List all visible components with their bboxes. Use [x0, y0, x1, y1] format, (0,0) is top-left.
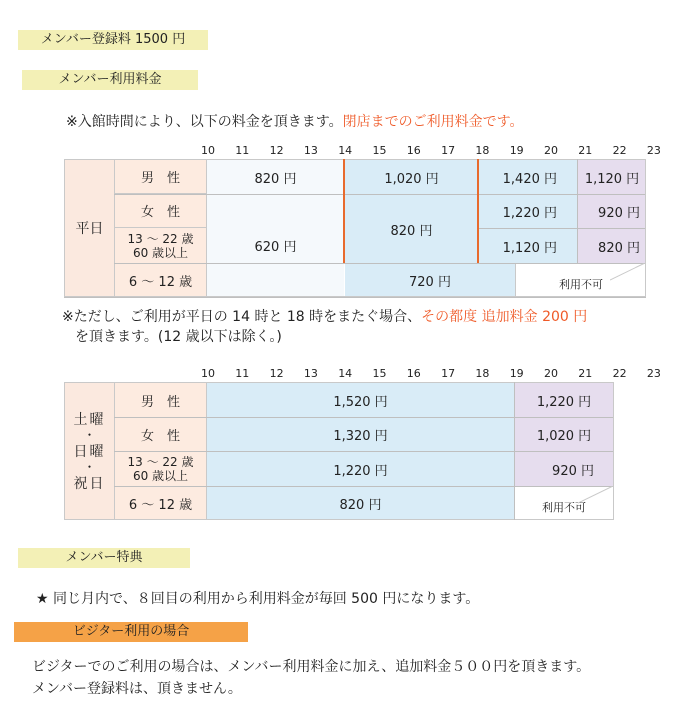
- weekday-eve-male: 1,420 円: [478, 160, 577, 194]
- extra-fee-note: [62, 308, 587, 326]
- holiday-side-char: 曜: [89, 412, 106, 428]
- holiday-side-char: 祝: [73, 476, 90, 492]
- holiday-side-dot: ・: [83, 428, 96, 442]
- extra-fee-note-line2: を頂きます。(12 歳以下は除く。): [75, 329, 282, 345]
- holiday-hour-tick: 10: [201, 367, 215, 380]
- holiday-hour-tick: 23: [646, 367, 661, 380]
- weekday-side-label: 平日: [64, 159, 115, 297]
- weekday-hour-tick: 13: [303, 144, 318, 157]
- weekday-outer-border: [64, 159, 646, 297]
- weekday-hour-tick: 19: [509, 144, 524, 157]
- holiday-gridline-v: [514, 382, 515, 520]
- extra-fee-note-prefix: ※ただし、ご利用が平日の 14 時と 18 時をまたぐ場合、: [62, 309, 422, 325]
- holiday-hour-tick: 21: [578, 367, 593, 380]
- holiday-day-female: 1,320 円: [207, 418, 514, 451]
- weekday-mid-male: 1,020 円: [345, 160, 478, 194]
- holiday-row-adult-line1: 13 ～ 22 歳: [127, 455, 194, 469]
- weekday-late-male: 1,120 円: [578, 160, 646, 194]
- holiday-late-male: 1,220 円: [514, 383, 614, 417]
- weekday-mid-other: 820 円: [345, 195, 478, 263]
- weekday-early-male: 820 円: [207, 160, 344, 194]
- weekday-hour-tick: 18: [475, 144, 490, 157]
- extra-fee-note-highlight: その都度 追加料金 200 円: [421, 309, 588, 325]
- holiday-side-char: 土: [73, 412, 90, 428]
- holiday-side-char: 曜: [89, 444, 106, 460]
- notice-highlight: 閉店までのご利用料金です。: [342, 114, 524, 130]
- weekday-hour-tick: 20: [544, 144, 558, 157]
- weekday-hour-tick: 14: [338, 144, 353, 157]
- holiday-late-female: 1,020 円: [514, 418, 614, 451]
- weekday-hour-tick: 23: [646, 144, 661, 157]
- weekday-row-child: 6 ～ 12 歳: [114, 263, 207, 297]
- holiday-hour-tick: 20: [544, 367, 558, 380]
- holiday-hour-tick: 13: [303, 367, 318, 380]
- holiday-hour-tick: 22: [612, 367, 627, 380]
- visitor-text-2: メンバー登録料は、頂きません。: [32, 681, 242, 697]
- weekday-gridline: [64, 297, 646, 298]
- holiday-hour-tick: 14: [338, 367, 353, 380]
- benefit-label: メンバー特典: [18, 548, 190, 568]
- holiday-hour-tick: 16: [406, 367, 421, 380]
- weekday-hour-tick: 12: [269, 144, 284, 157]
- holiday-row-female: 女 性: [114, 417, 207, 452]
- weekday-child-price: 720 円: [345, 263, 515, 297]
- weekday-row-adult-line1: 13 ～ 22 歳: [127, 231, 194, 246]
- holiday-hour-tick: 17: [441, 367, 456, 380]
- visitor-text-1: ビジターでのご利用の場合は、メンバー利用料金に加え、追加料金５００円を頂きます。: [32, 659, 591, 675]
- holiday-outer-border: [64, 382, 614, 520]
- weekday-na-diagonal: [610, 263, 646, 281]
- weekday-hour-tick: 11: [235, 144, 250, 157]
- holiday-na-diagonal: [578, 486, 614, 504]
- holiday-late-adult: 920 円: [514, 452, 614, 486]
- weekday-late-adult: 820 円: [578, 229, 646, 263]
- holiday-hour-tick: 15: [372, 367, 387, 380]
- holiday-row-adult-line2: 60 歳以上: [132, 469, 189, 483]
- weekday-hour-tick: 10: [201, 144, 215, 157]
- holiday-hour-tick: 18: [475, 367, 490, 380]
- weekday-late-female: 920 円: [578, 195, 646, 228]
- benefit-text: ★ 同じ月内で、８回目の利用から利用料金が毎回 500 円になります。: [36, 591, 480, 607]
- visitor-label: ビジター利用の場合: [14, 622, 248, 642]
- member-fee-label: メンバー登録料 1500 円: [18, 30, 208, 50]
- weekday-gridline-v: [577, 159, 578, 263]
- holiday-side-char: 日: [89, 476, 106, 492]
- weekday-hour-tick: 22: [612, 144, 627, 157]
- holiday-row-male: 男 性: [114, 382, 207, 418]
- weekday-row-female: 女 性: [114, 193, 207, 228]
- holiday-day-male: 1,520 円: [207, 383, 514, 417]
- weekday-early-other: 620 円: [207, 194, 344, 297]
- notice-prefix: ※入館時間により、以下の料金を頂きます。: [66, 114, 343, 130]
- holiday-side-dot: ・: [83, 460, 96, 474]
- holiday-row-child: 6 ～ 12 歳: [114, 486, 207, 520]
- holiday-not-available: 利用不可: [514, 487, 614, 520]
- holiday-day-adult: 1,220 円: [207, 452, 514, 486]
- weekday-hour-tick: 15: [372, 144, 387, 157]
- holiday-day-child: 820 円: [207, 487, 514, 520]
- weekday-hour-tick: 21: [578, 144, 593, 157]
- weekday-18h-divider: [477, 159, 479, 263]
- holiday-hour-tick: 11: [235, 367, 250, 380]
- weekday-14h-divider: [343, 159, 345, 263]
- notice-text: [66, 113, 524, 131]
- holiday-hour-tick: 19: [509, 367, 524, 380]
- holiday-hour-tick: 12: [269, 367, 284, 380]
- weekday-eve-adult: 1,120 円: [478, 229, 577, 263]
- weekday-hour-tick: 17: [441, 144, 456, 157]
- weekday-row-adult-line2: 60 歳以上: [132, 245, 189, 260]
- weekday-not-available: 利用不可: [515, 263, 646, 297]
- usage-fee-label: メンバー利用料金: [22, 70, 198, 90]
- weekday-hour-tick: 16: [406, 144, 421, 157]
- weekday-row-male: 男 性: [114, 159, 207, 194]
- weekday-eve-female: 1,220 円: [478, 195, 577, 228]
- holiday-side-char: 日: [73, 444, 90, 460]
